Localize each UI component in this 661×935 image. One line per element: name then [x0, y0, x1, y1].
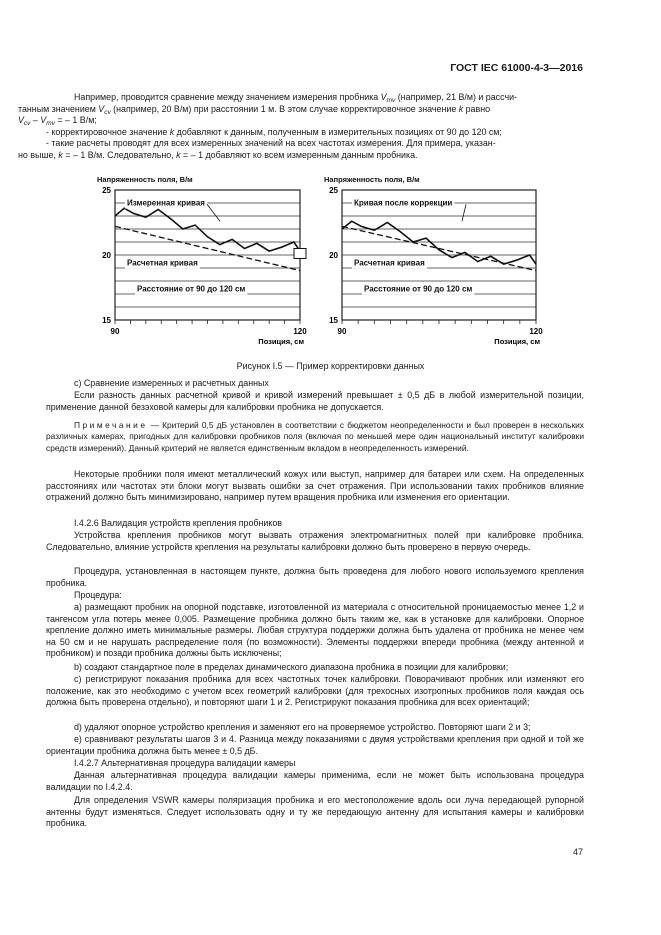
range-label: Расстояние от 90 до 120 см	[137, 284, 246, 294]
calc-label: Расчетная кривая	[127, 258, 198, 268]
section-426-title: I.4.2.6 Валидация устройств крепления пробников	[74, 518, 282, 528]
page-number: 47	[572, 847, 583, 857]
procedure-label: Процедура:	[74, 590, 122, 600]
y-tick-label: 25	[102, 186, 111, 195]
curve-label: Кривая после коррекции	[354, 198, 453, 208]
step-b: b) создают стандартное поле в пределах динамического диапазона пробника в позиции для калибровки;	[74, 662, 509, 672]
section-427-p1: Данная альтернативная процедура валидации камеры применима, если не может быть использована процедура валидации по I.4.2.4.	[46, 770, 584, 792]
x-tick-label: 120	[293, 327, 307, 336]
step-a: а) размещают пробник на опорной подставке, изготовленной из материала с относительной проницаемостью менее 1,2 и тангенсом угла потерь менее 0,005. Размещение пробника должно быть таким же, как в установке для калибровки. Опорное крепление должно иметь минимальные размеры. Любая структура поддержки должна быть удалена от пробника не менее чем на 50 см и не нарушать распределение поля (по возможности). Элементы поддержки впереди пробника (между антенной и пробником) и позади пробника должны быть исключены;	[46, 602, 584, 659]
section-c-paragraph: Если разность данных расчетной кривой и кривой измерений превышает ± 0,5 дБ в любой измерительной позиции, применение данной безэховой камеры для калибровки пробника не допускается.	[46, 390, 584, 412]
note	[46, 420, 584, 454]
x-tick-label: 90	[110, 327, 120, 336]
step-e: е) сравнивают результаты шагов 3 и 4. Разница между показаниями с двумя устройствами крепления при одной и той же ориентации пробника должна быть менее ± 0,5 дБ.	[46, 734, 584, 756]
y-axis-label: Напряженность поля, В/м	[324, 175, 420, 184]
section-426-p2: Процедура, установленная в настоящем пункте, должна быть проведена для любого нового используемого крепления пробника.	[46, 566, 584, 588]
y-tick-label: 15	[329, 316, 338, 325]
step-c: с) регистрируют показания пробника для всех частотных точек калибровки. Поворачивают пробник или изменяют его положение, как это необходимо с учетом всех геометрий калибровки (для трехосных изотропных пробников поля каждая ось должна быть проверена отдельно), и повторяют шаги 1 и 2. Регистрируют показания пробника для всех ориентаций;	[46, 674, 584, 708]
y-tick-label: 20	[329, 251, 338, 260]
intro-paragraph: Например, проводится сравнение между значением измерения пробника $V_{mv}$ (например, 21 В/м) и рассчи- танным значением $V_{cv}$ (например, 20 В/м) при расстоянии 1 м. В этом случае корректировочное значение k равно $V_{cv} - V_{mv}$ = – 1 В/м; - корректировочное значение k добавляют к данным, полученным в измерительных позициях от 90 до 120 см; - такие расчеты проводят для всех измеренных значений на всех частотах измерения. Для примера, указан- но выше, k = – 1 В/м. Следовательно, k = – 1 добавляют ко всем измеренным данным пробника.	[18, 92, 517, 160]
section-426-p1: Устройства крепления пробников могут вызвать отражения электромагнитных полей при калибровке пробника. Следовательно, влияние устройств крепления на результаты калибровки должно быть проверено в первую очередь.	[46, 530, 584, 552]
note-text: — Критерий 0,5 дБ установлен в соответствии с бюджетом неопределенности и был проверен в нескольких различных камерах, пригодных для калибровки пробников поля (включая по меньшей мере один национальный институт калибровки средств измерений). Данный критерий не является единственным вкладом в неопределенность измерений.	[46, 420, 584, 453]
x-axis-label: Позиция, см	[258, 337, 304, 346]
section-427-p2: Для определения VSWR камеры поляризация пробника и его местоположение вдоль оси луча передающей рупорной антенны будут изменяться. Следует использовать одну и ту же передающую антенну для испытания камеры и калибровки пробника.	[46, 795, 584, 829]
y-tick-label: 25	[329, 186, 338, 195]
section-427-title: I.4.2.7 Альтернативная процедура валидации камеры	[74, 758, 296, 768]
standard-header: ГОСТ IEC 61000-4-3—2016	[450, 62, 583, 74]
figure-caption: Рисунок I.5 — Пример корректировки данных	[236, 361, 425, 371]
x-axis-label: Позиция, см	[494, 337, 540, 346]
curve-label: Измеренная кривая	[127, 198, 205, 208]
curve-pointer	[207, 204, 220, 221]
measured-curve-line	[115, 208, 300, 251]
calc-label: Расчетная кривая	[354, 258, 425, 268]
correction-arrow-box	[294, 249, 306, 259]
section-c-title: с) Сравнение измеренных и расчетных данных	[74, 378, 269, 388]
x-tick-label: 90	[337, 327, 347, 336]
range-label: Расстояние от 90 до 120 см	[364, 284, 473, 294]
note-label: Примечание	[74, 420, 148, 430]
step-d: d) удаляют опорное устройство крепления и заменяют его на проверяемое устройство. Повторяют шаги 2 и 3;	[74, 722, 531, 732]
housing-paragraph: Некоторые пробники поля имеют металлический кожух или выступ, например для батареи или схем. На определенных расстояниях или частотах эти блоки могут вызвать ошибки за счет отражения. При использовании таких пробников влияние отражений должно быть минимизировано, например путем вращения пробника или изменения его ориентации.	[46, 469, 584, 503]
y-tick-label: 15	[102, 316, 111, 325]
x-tick-label: 120	[529, 327, 543, 336]
y-axis-label: Напряженность поля, В/м	[97, 175, 193, 184]
curve-pointer	[462, 204, 466, 221]
y-tick-label: 20	[102, 251, 111, 260]
figure-i5	[0, 168, 661, 358]
